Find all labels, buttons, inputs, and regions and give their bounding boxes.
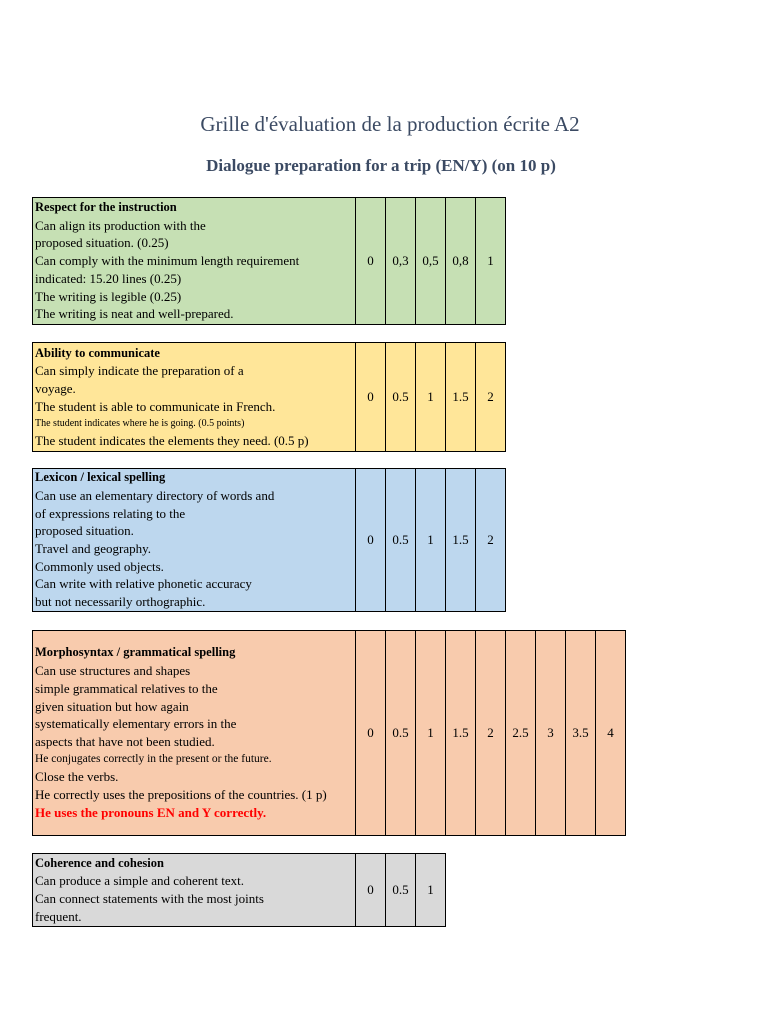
score-cell: 1 [416,854,446,927]
criterion-line: proposed situation. (0.25) [35,235,169,251]
criterion-heading: Morphosyntax / grammatical spelling [35,645,236,660]
criterion-line: voyage. [35,381,76,397]
criterion-line: Can write with relative phonetic accuracy [35,576,252,592]
score-cell: 1 [416,343,446,452]
score-cell: 2 [476,343,506,452]
score-cell: 1.5 [446,631,476,836]
criterion-description [33,631,356,836]
score-cell: 4 [596,631,626,836]
criterion-table-instruction [32,197,506,325]
criterion-line: The writing is legible (0.25) [35,288,182,304]
score-cell: 2 [476,631,506,836]
score-cell: 0.5 [386,469,416,612]
criterion-line: Travel and geography. [35,541,152,556]
criterion-line: Can produce a simple and coherent text. [35,873,245,889]
criterion-line: indicated: 15.20 lines (0.25) [35,270,182,286]
criterion-line: Can use an elementary directory of words and [35,487,275,503]
criterion-heading: Ability to communicate [35,345,160,360]
score-cell: 0 [356,631,386,836]
criterion-line: Can align its production with the [35,217,206,233]
criterion-line: The student indicates the elements they need. (0.5 p) [35,432,309,448]
criterion-line: Can simply indicate the preparation of a [35,363,244,379]
criterion-table-coherence [32,853,446,927]
criterion-line: systematically elementary errors in the [35,716,237,732]
criterion-line: Can connect statements with the most joints [35,891,264,906]
document-title: Grille d'évaluation de la production écrite A2 [200,112,580,136]
score-cell: 3 [536,631,566,836]
score-cell: 0,8 [446,198,476,325]
criterion-line: of expressions relating to the [35,505,186,521]
criterion-heading: Lexicon / lexical spelling [35,470,166,485]
criterion-table-lexicon [32,468,506,612]
criterion-line: frequent. [35,908,82,924]
criterion-line: Commonly used objects. [35,558,164,574]
score-cell: 0 [356,343,386,452]
score-cell: 3.5 [566,631,596,836]
criterion-line: proposed situation. [35,523,134,539]
score-cell: 1 [476,198,506,325]
criterion-description [33,469,356,612]
criterion-line: given situation but how again [35,698,189,714]
score-cell: 0,3 [386,198,416,325]
criterion-line: The student is able to communicate in French. [35,398,276,414]
criterion-heading: Coherence and cohesion [35,855,164,870]
criterion-line: The student indicates where he is going. (0.5 points) [35,417,245,429]
score-cell: 0.5 [386,343,416,452]
score-cell: 1 [416,469,446,612]
criterion-line-highlight: He uses the pronouns EN and Y correctly. [35,804,267,820]
criterion-line: Can comply with the minimum length requirement [35,253,300,269]
criterion-line: but not necessarily orthographic. [35,594,206,610]
criterion-line: Close the verbs. [35,769,119,785]
score-cell: 1.5 [446,343,476,452]
criterion-line: Can use structures and shapes [35,663,191,679]
score-cell: 1 [416,631,446,836]
score-cell: 0 [356,198,386,325]
criterion-line: aspects that have not been studied. [35,734,215,749]
criterion-line: The writing is neat and well-prepared. [35,306,234,322]
criterion-table-morphosyntax [32,630,626,836]
criterion-description [33,343,356,452]
score-cell: 2.5 [506,631,536,836]
criterion-heading: Respect for the instruction [35,200,177,215]
score-cell: 1.5 [446,469,476,612]
criterion-line: simple grammatical relatives to the [35,680,218,696]
criterion-line: He conjugates correctly in the present or the future. [35,752,272,765]
score-cell: 0,5 [416,198,446,325]
criterion-description [33,198,356,325]
criterion-description [33,854,356,927]
score-cell: 0.5 [386,854,416,927]
score-cell: 0.5 [386,631,416,836]
score-cell: 0 [356,469,386,612]
criterion-table-communication [32,342,506,452]
score-cell: 2 [476,469,506,612]
criterion-line: He correctly uses the prepositions of the countries. (1 p) [35,787,327,803]
score-cell: 0 [356,854,386,927]
document-subtitle: Dialogue preparation for a trip (EN/Y) (on 10 p) [206,156,556,175]
